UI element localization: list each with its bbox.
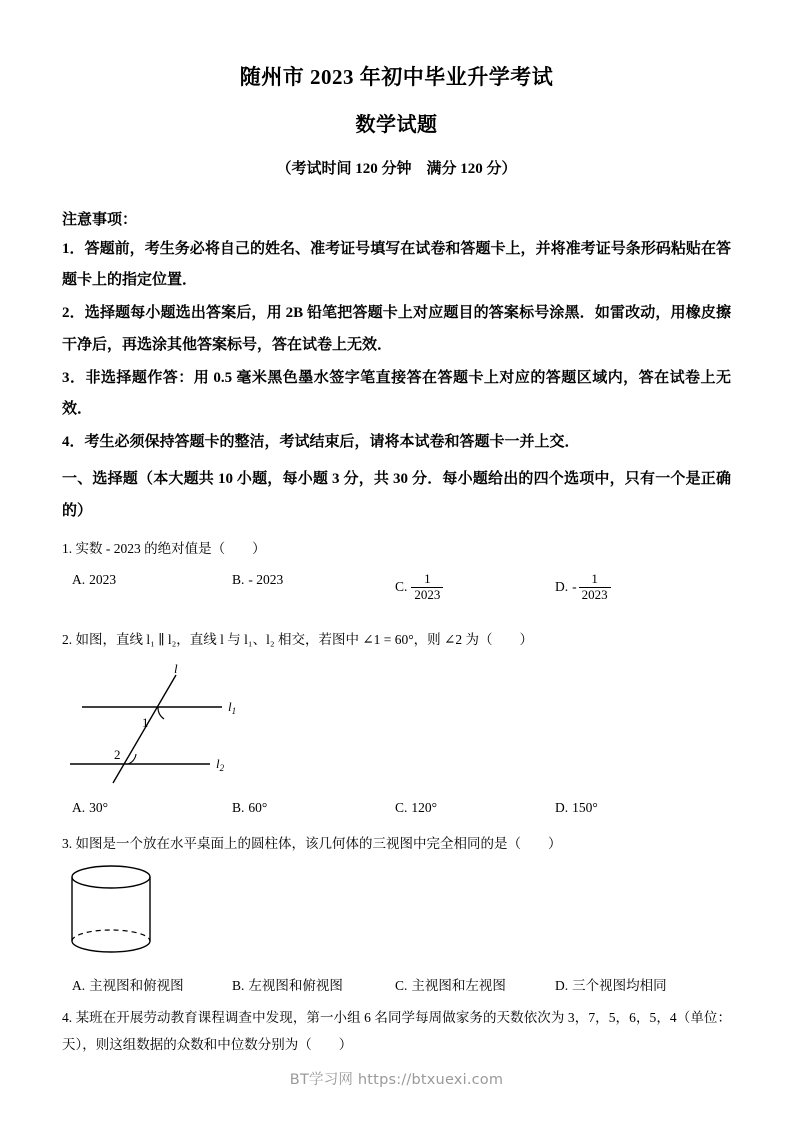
question-1-option-c[interactable]: [395, 572, 443, 603]
option-label: B.: [232, 977, 245, 993]
option-text: - 2023: [248, 571, 284, 587]
option-text: 150°: [572, 799, 598, 815]
cylinder-icon: [64, 863, 194, 959]
question-2-stem: 2. 如图，直线 l₁ ∥ l₂，直线 l 与 l₁、l₂ 相交，若图中 ∠1 = 60°，则 ∠2 为（ ）: [62, 631, 533, 647]
parallel-lines-transversal-icon: [70, 659, 300, 785]
option-label: D.: [555, 799, 569, 815]
notice-item-2: 2．选择题每小题选出答案后，用 2B 铅笔把答题卡上对应题目的答案标号涂黑．如雷改动，用橡皮擦干净后，再选涂其他答案标号，答在试卷上无效．: [62, 305, 731, 353]
question-2-options: [62, 800, 731, 822]
section-heading-choice: 一、选择题（本大题共 10 小题，每小题 3 分，共 30 分．每小题给出的四个选项中，只有一个是正确的）: [62, 471, 731, 519]
notice-item-4: 4．考生必须保持答题卡的整洁，考试结束后，请将本试卷和答题卡一并上交．: [62, 434, 580, 451]
question-1-options: [62, 572, 731, 618]
question-1-option-b[interactable]: [232, 572, 283, 588]
question-4: [62, 1004, 731, 1058]
fraction-numerator: 1: [424, 570, 431, 586]
option-label: A.: [72, 571, 86, 587]
question-1-option-d[interactable]: [555, 572, 611, 603]
question-3-options: [62, 974, 731, 996]
option-label: A.: [72, 977, 86, 993]
fraction-denominator: 2023: [579, 587, 611, 603]
option-label: C.: [395, 977, 408, 993]
question-4-stem: 4. 某班在开展劳动教育课程调查中发现，第一小组 6 名同学每周做家务的天数依次为 3，7，5，6，5，4（单位：天），则这组数据的众数和中位数分别为（ ）: [62, 1009, 731, 1052]
question-3: [62, 830, 731, 857]
fraction-one-over-2023: [411, 572, 443, 603]
content-column: [62, 208, 731, 1058]
option-label: D.: [555, 579, 569, 595]
option-label: D.: [555, 977, 569, 993]
page-title: 随州市 2023 年初中毕业升学考试: [239, 65, 554, 89]
question-2-option-c[interactable]: [395, 800, 437, 816]
question-2-option-b[interactable]: [232, 800, 267, 816]
figure-label-angle-2: 2: [114, 746, 121, 762]
notice-heading: 注意事项：: [62, 212, 138, 228]
question-3-option-d[interactable]: [555, 974, 667, 994]
question-1-stem: 1. 实数 - 2023 的绝对值是（ ）: [62, 540, 266, 556]
figure-label-l: l: [174, 660, 178, 676]
exam-meta: （考试时间 120 分钟 满分 120 分）: [276, 160, 517, 177]
title-block: [0, 62, 793, 180]
notice-item-1: 1．答题前，考生务必将自己的姓名、准考证号填写在试卷和答题卡上，并将准考证号条形码粘贴在答题卡上的指定位置．: [62, 241, 731, 289]
option-label: C.: [395, 799, 408, 815]
option-text: 2023: [89, 571, 117, 587]
option-label: B.: [232, 799, 245, 815]
fraction-denominator: 2023: [411, 587, 443, 603]
minus-sign: -: [572, 579, 577, 595]
question-1: [62, 535, 731, 562]
site-watermark: BT学习网 https://btxuexi.com: [289, 1072, 504, 1088]
option-text: 120°: [411, 799, 438, 815]
question-1-option-a[interactable]: [72, 572, 116, 588]
notice-item-3: 3．非选择题作答：用 0.5 毫米黑色墨水签字笔直接答在答题卡上对应的答题区域内，答在试卷上无效．: [62, 369, 731, 417]
question-2-option-d[interactable]: [555, 800, 598, 816]
option-label: A.: [72, 799, 86, 815]
option-text: 主视图和俯视图: [89, 977, 184, 993]
page-subtitle: 数学试题: [355, 113, 438, 136]
option-text: 左视图和俯视图: [248, 977, 343, 993]
question-2-figure: [70, 659, 731, 790]
figure-label-l1: $l_1$: [228, 698, 237, 716]
option-label: B.: [232, 571, 245, 587]
option-text: 30°: [89, 799, 109, 815]
question-3-option-b[interactable]: [232, 974, 343, 994]
question-2-option-a[interactable]: [72, 800, 108, 816]
fraction-numerator: 1: [591, 570, 598, 586]
question-3-stem: 3. 如图是一个放在水平桌面上的圆柱体，该几何体的三视图中完全相同的是（ ）: [62, 835, 562, 851]
figure-label-l2: $l_2$: [216, 755, 225, 773]
question-3-option-c[interactable]: [395, 974, 506, 994]
question-3-option-a[interactable]: [72, 974, 184, 994]
question-2: [62, 626, 731, 653]
question-3-figure: [64, 863, 731, 964]
option-text: 主视图和左视图: [411, 977, 506, 993]
figure-label-angle-1: 1: [142, 714, 149, 730]
fraction-neg-one-over-2023: [579, 572, 611, 603]
option-text: 三个视图均相同: [572, 977, 667, 993]
option-label: C.: [395, 579, 408, 595]
option-text: 60°: [248, 799, 268, 815]
